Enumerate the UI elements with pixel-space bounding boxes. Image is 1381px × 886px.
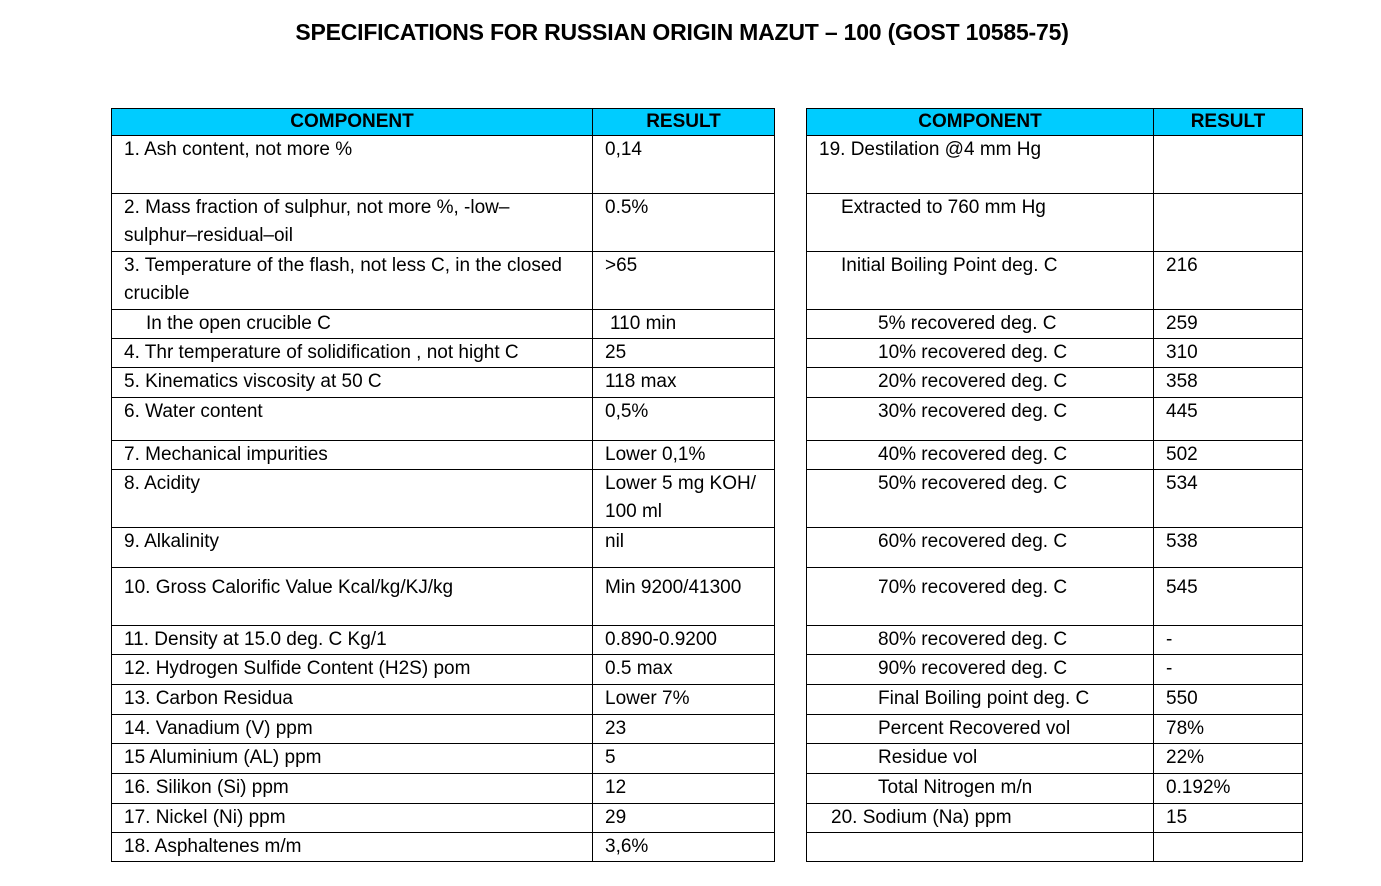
- table-row: [112, 685, 775, 715]
- result-cell: Min 9200/41300: [593, 568, 775, 626]
- table-row: [112, 626, 775, 655]
- table-row: [112, 368, 775, 398]
- component-cell: 1. Ash content, not more %: [112, 136, 593, 194]
- result-header: RESULT: [593, 109, 775, 136]
- table-row: [112, 528, 775, 568]
- header-row: [112, 109, 775, 136]
- component-cell: 16. Silikon (Si) ppm: [112, 774, 593, 804]
- table-row: [807, 368, 1303, 398]
- result-cell: 534: [1154, 470, 1303, 528]
- table-row: [807, 398, 1303, 441]
- right-spec-table: [806, 108, 1303, 862]
- component-cell: 20. Sodium (Na) ppm: [807, 804, 1154, 833]
- component-cell: Extracted to 760 mm Hg: [807, 194, 1154, 252]
- component-cell: 2. Mass fraction of sulphur, not more %, -low–sulphur–residual–oil: [112, 194, 593, 252]
- left-spec-table: [111, 108, 775, 862]
- component-cell: 50% recovered deg. C: [807, 470, 1154, 528]
- component-cell: 7. Mechanical impurities: [112, 441, 593, 470]
- component-cell: 6. Water content: [112, 398, 593, 441]
- table-row: [112, 568, 775, 626]
- result-cell: 0.5%: [593, 194, 775, 252]
- component-cell: 10. Gross Calorific Value Kcal/kg/KJ/kg: [112, 568, 593, 626]
- table-row: [112, 715, 775, 744]
- component-cell: 13. Carbon Residua: [112, 685, 593, 715]
- result-cell: -: [1154, 626, 1303, 655]
- result-cell: 15: [1154, 804, 1303, 833]
- result-cell: 0.192%: [1154, 774, 1303, 804]
- table-row: [112, 310, 775, 339]
- result-cell: 78%: [1154, 715, 1303, 744]
- table-row: [112, 194, 775, 252]
- result-cell: 502: [1154, 441, 1303, 470]
- result-cell: 259: [1154, 310, 1303, 339]
- component-cell: 17. Nickel (Ni) ppm: [112, 804, 593, 833]
- table-row: [807, 136, 1303, 194]
- component-cell: [807, 833, 1154, 862]
- table-row: [807, 715, 1303, 744]
- result-cell: 310: [1154, 339, 1303, 368]
- table-row: [807, 626, 1303, 655]
- table-row: [112, 470, 775, 528]
- component-cell: 8. Acidity: [112, 470, 593, 528]
- result-cell: Lower 5 mg KOH/ 100 ml: [593, 470, 775, 528]
- component-cell: 80% recovered deg. C: [807, 626, 1154, 655]
- table-row: [807, 441, 1303, 470]
- table-row: [807, 528, 1303, 568]
- result-cell: 545: [1154, 568, 1303, 626]
- component-cell: 11. Density at 15.0 deg. C Kg/1: [112, 626, 593, 655]
- component-cell: 5% recovered deg. C: [807, 310, 1154, 339]
- result-cell: 0.5 max: [593, 655, 775, 685]
- table-row: [807, 470, 1303, 528]
- table-row: [807, 252, 1303, 310]
- result-cell: [1154, 136, 1303, 194]
- component-cell: 14. Vanadium (V) ppm: [112, 715, 593, 744]
- component-cell: Final Boiling point deg. C: [807, 685, 1154, 715]
- component-cell: Residue vol: [807, 744, 1154, 774]
- table-row: [807, 744, 1303, 774]
- result-cell: 538: [1154, 528, 1303, 568]
- table-row: [112, 398, 775, 441]
- table-row: [807, 655, 1303, 685]
- table-row: [807, 804, 1303, 833]
- component-cell: 19. Destilation @4 mm Hg: [807, 136, 1154, 194]
- result-cell: 12: [593, 774, 775, 804]
- table-row: [112, 441, 775, 470]
- component-cell: 90% recovered deg. C: [807, 655, 1154, 685]
- component-cell: 5. Kinematics viscosity at 50 C: [112, 368, 593, 398]
- result-cell: 5: [593, 744, 775, 774]
- result-cell: 22%: [1154, 744, 1303, 774]
- component-cell: Initial Boiling Point deg. C: [807, 252, 1154, 310]
- document-title: SPECIFICATIONS FOR RUSSIAN ORIGIN MAZUT – 100 (GOST 10585-75): [295, 19, 1069, 45]
- result-cell: 110 min: [593, 310, 775, 339]
- result-cell: 29: [593, 804, 775, 833]
- component-header: COMPONENT: [807, 109, 1154, 136]
- result-cell: 118 max: [593, 368, 775, 398]
- table-row: [112, 804, 775, 833]
- result-cell: >65: [593, 252, 775, 310]
- table-row: [807, 339, 1303, 368]
- component-cell: 3. Temperature of the flash, not less C, in the closed crucible: [112, 252, 593, 310]
- component-header: COMPONENT: [112, 109, 593, 136]
- table-row: [112, 833, 775, 862]
- header-row: [807, 109, 1303, 136]
- table-row: [807, 774, 1303, 804]
- result-cell: 0,5%: [593, 398, 775, 441]
- result-cell: 358: [1154, 368, 1303, 398]
- table-row: [807, 194, 1303, 252]
- result-cell: -: [1154, 655, 1303, 685]
- component-cell: 70% recovered deg. C: [807, 568, 1154, 626]
- component-cell: 20% recovered deg. C: [807, 368, 1154, 398]
- result-cell: 0,14: [593, 136, 775, 194]
- result-cell: 445: [1154, 398, 1303, 441]
- component-cell: 60% recovered deg. C: [807, 528, 1154, 568]
- table-row: [112, 744, 775, 774]
- table-row: [807, 685, 1303, 715]
- table-row: [112, 655, 775, 685]
- component-cell: 15 Aluminium (AL) ppm: [112, 744, 593, 774]
- result-cell: Lower 0,1%: [593, 441, 775, 470]
- component-cell: 12. Hydrogen Sulfide Content (H2S) pom: [112, 655, 593, 685]
- table-row: [112, 252, 775, 310]
- result-cell: 25: [593, 339, 775, 368]
- result-cell: 0.890-0.9200: [593, 626, 775, 655]
- result-cell: 3,6%: [593, 833, 775, 862]
- result-cell: Lower 7%: [593, 685, 775, 715]
- result-cell: 550: [1154, 685, 1303, 715]
- table-row: [807, 568, 1303, 626]
- result-cell: [1154, 194, 1303, 252]
- table-row: [112, 339, 775, 368]
- table-row: [112, 136, 775, 194]
- result-cell: 23: [593, 715, 775, 744]
- component-cell: 40% recovered deg. C: [807, 441, 1154, 470]
- result-header: RESULT: [1154, 109, 1303, 136]
- component-cell: In the open crucible C: [112, 310, 593, 339]
- table-row: [807, 310, 1303, 339]
- component-cell: Percent Recovered vol: [807, 715, 1154, 744]
- result-cell: 216: [1154, 252, 1303, 310]
- component-cell: 18. Asphaltenes m/m: [112, 833, 593, 862]
- component-cell: Total Nitrogen m/n: [807, 774, 1154, 804]
- table-row: [807, 833, 1303, 862]
- component-cell: 4. Thr temperature of solidification , not hight C: [112, 339, 593, 368]
- result-cell: [1154, 833, 1303, 862]
- component-cell: 9. Alkalinity: [112, 528, 593, 568]
- component-cell: 30% recovered deg. C: [807, 398, 1154, 441]
- table-row: [112, 774, 775, 804]
- component-cell: 10% recovered deg. C: [807, 339, 1154, 368]
- result-cell: nil: [593, 528, 775, 568]
